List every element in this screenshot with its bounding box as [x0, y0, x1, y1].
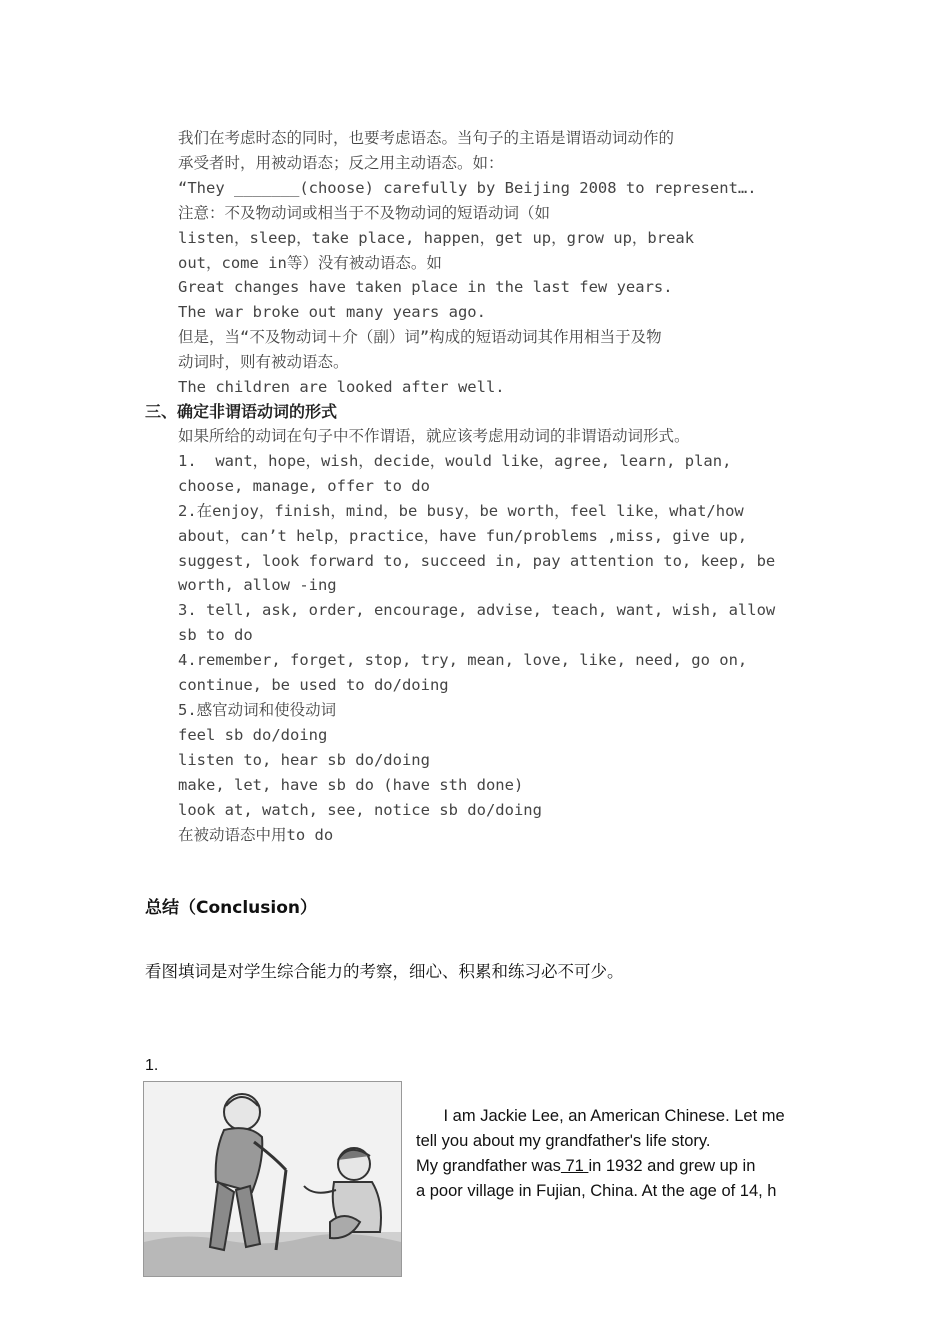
summary-text: 看图填词是对学生综合能力的考察，细心、积累和练习必不可少。 [145, 962, 624, 981]
text-line: The children are looked after well. [178, 378, 505, 397]
text-line: about，can’t help，practice，have fun/problems ,miss, give up, [178, 526, 748, 545]
nonfinite-verb-notes [178, 424, 818, 847]
text-line: 5.感官动词和使役动词 [178, 700, 337, 719]
text-line: 动词时，则有被动语态。 [178, 353, 349, 372]
text-line: 在被动语态中用to do [178, 825, 334, 844]
text-line: 如果所给的动词在句子中不作谓语，就应该考虑用动词的非谓语动词形式。 [178, 427, 690, 445]
text-line: worth, allow -ing [178, 576, 337, 595]
text-line: 但是，当“不及物动词＋介（副）词”构成的短语动词其作用相当于及物 [178, 328, 662, 347]
text-line: 1. want，hope，wish，decide，would like，agree, learn, plan, [178, 451, 732, 470]
sketch-image [144, 1082, 401, 1276]
passive-voice-notes [178, 126, 818, 400]
conclusion-heading: 总结（Conclusion） [145, 898, 317, 918]
text-line: listen to, hear sb do/doing [178, 750, 430, 769]
text-line: “They _______(choose) carefully by Beijing 2008 to represent…. [178, 178, 757, 197]
story-line: I am Jackie Lee, an American Chinese. Let me [443, 1107, 785, 1125]
text-line: listen，sleep，take place, happen，get up，grow up，break [178, 228, 695, 247]
text-line: look at, watch, see, notice sb do/doing [178, 800, 542, 819]
story-paragraph [416, 1104, 816, 1204]
text-line: Great changes have taken place in the last few years. [178, 278, 673, 297]
text-line: out，come in等）没有被动语态。如 [178, 253, 442, 272]
text-line: make, let, have sb do (have sth done) [178, 775, 524, 794]
story-line: a poor village in Fujian, China. At the age of 14, h [416, 1182, 777, 1200]
story-line: My grandfather was 71 in 1932 and grew up in [416, 1157, 756, 1175]
question-number: 1. [145, 1057, 159, 1074]
text-line: 承受者时，用被动语态；反之用主动语态。如： [178, 153, 504, 172]
text-line: 3. tell, ask, order, encourage, advise, teach, want, wish, allow [178, 601, 776, 620]
section-heading: 三、确定非谓语动词的形式 [145, 402, 338, 421]
text-line: continue, be used to do/doing [178, 676, 449, 695]
text-line: The war broke out many years ago. [178, 303, 486, 322]
answer-blank[interactable]: 71 [560, 1157, 589, 1175]
story-line: tell you about my grandfather's life story. [416, 1132, 711, 1150]
text-line: 注意：不及物动词或相当于不及物动词的短语动词（如 [178, 203, 551, 222]
text-line: sb to do [178, 626, 253, 645]
text-line: feel sb do/doing [178, 725, 328, 744]
text-line: suggest, look forward to, succeed in, pay attention to, keep, be [178, 551, 776, 570]
text-line: choose, manage, offer to do [178, 476, 430, 495]
illustration-grandfather-and-child [143, 1081, 402, 1277]
text-line: 我们在考虑时态的同时，也要考虑语态。当句子的主语是谓语动词动作的 [178, 129, 675, 147]
text-line: 2.在enjoy，finish，mind，be busy，be worth，feel like，what/how [178, 501, 744, 520]
text-line: 4.remember, forget, stop, try, mean, love, like, need, go on, [178, 651, 748, 670]
